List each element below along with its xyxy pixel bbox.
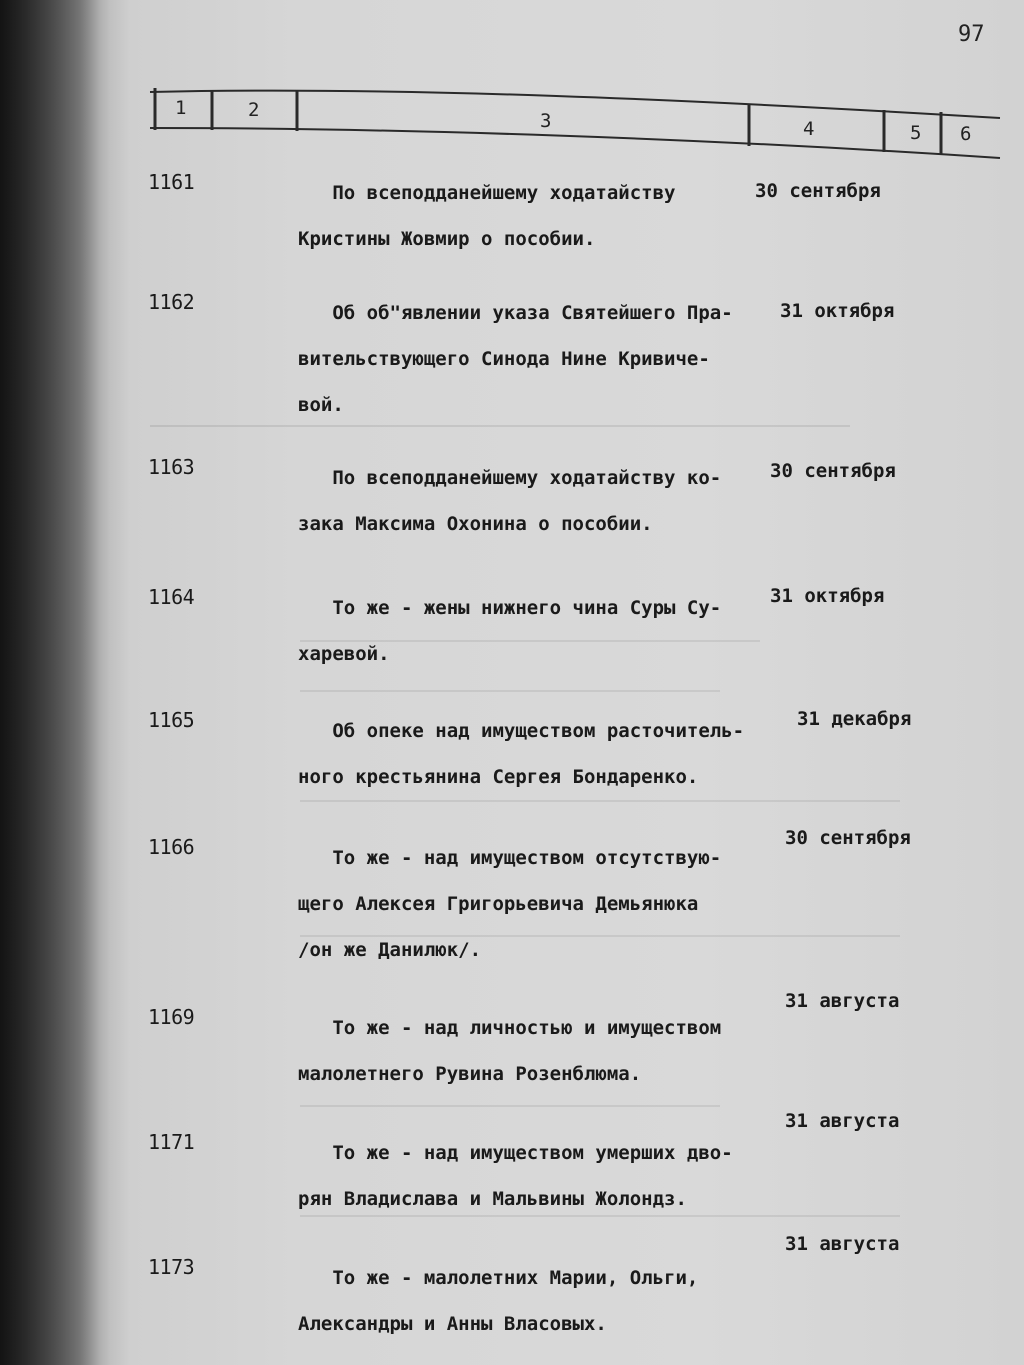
bleed-through-mark bbox=[300, 690, 720, 706]
entry-number: 1171 bbox=[148, 1130, 195, 1154]
bleed-through-mark bbox=[300, 800, 900, 816]
column-number: 1 bbox=[175, 97, 187, 119]
entry-description bbox=[298, 835, 768, 973]
entry-line: ного крестьянина Сергея Бондаренко. bbox=[298, 766, 699, 788]
entry-line: То же - над личностью и имуществом bbox=[298, 1017, 722, 1039]
entry-description bbox=[298, 1255, 768, 1347]
entry-line: вительствующего Синода Нине Кривиче- bbox=[298, 348, 710, 370]
entry-number: 1166 bbox=[148, 835, 195, 859]
entry-line: По всеподданейшему ходатайству bbox=[298, 182, 676, 204]
entry-number: 1173 bbox=[148, 1255, 195, 1279]
entry-description bbox=[298, 170, 768, 262]
entry-line: То же - жены нижнего чина Суры Су- bbox=[298, 597, 722, 619]
entry-date: 31 декабря bbox=[797, 708, 912, 730]
column-header-lines bbox=[0, 0, 1024, 170]
column-number: 3 bbox=[540, 110, 552, 132]
entry-date: 30 сентября bbox=[770, 460, 896, 482]
entry-description bbox=[298, 708, 768, 800]
entry-date: 31 октября bbox=[770, 585, 885, 607]
entry-number: 1161 bbox=[148, 170, 195, 194]
entry-number: 1165 bbox=[148, 708, 195, 732]
entry-date: 31 августа bbox=[785, 1233, 900, 1255]
column-number: 4 bbox=[803, 118, 815, 140]
entry-date: 30 сентября bbox=[785, 827, 911, 849]
entry-line: То же - над имуществом отсутствую- bbox=[298, 847, 722, 869]
entry-description bbox=[298, 1130, 768, 1222]
entry-line: малолетнего Рувина Розенблюма. bbox=[298, 1063, 642, 1085]
column-number: 5 bbox=[910, 122, 922, 144]
entry-line: Кристины Жовмир о пособии. bbox=[298, 228, 596, 250]
column-number: 6 bbox=[960, 123, 972, 145]
entry-line: харевой. bbox=[298, 643, 390, 665]
entry-description bbox=[298, 585, 768, 677]
entry-line: зака Максима Охонина о пособии. bbox=[298, 513, 653, 535]
entry-line: Об опеке над имуществом расточитель- bbox=[298, 720, 745, 742]
entry-line: То же - над имуществом умерших дво- bbox=[298, 1142, 733, 1164]
entry-number: 1164 bbox=[148, 585, 195, 609]
entry-number: 1162 bbox=[148, 290, 195, 314]
page-number: 97 bbox=[958, 22, 985, 47]
entry-line: То же - малолетних Марии, Ольги, bbox=[298, 1267, 699, 1289]
column-number: 2 bbox=[248, 99, 260, 121]
bleed-through-mark bbox=[300, 1105, 720, 1121]
entry-description bbox=[298, 455, 768, 547]
entry-line: вой. bbox=[298, 394, 344, 416]
column-header bbox=[0, 0, 1024, 170]
binding-shadow bbox=[0, 0, 110, 1365]
entry-line: Александры и Анны Власовых. bbox=[298, 1313, 607, 1335]
entry-description bbox=[298, 1005, 768, 1097]
entry-date: 31 октября bbox=[780, 300, 895, 322]
entry-line: щего Алексея Григорьевича Демьянюка bbox=[298, 893, 699, 915]
entry-date: 31 августа bbox=[785, 990, 900, 1012]
entry-date: 30 сентября bbox=[755, 180, 881, 202]
entry-date: 31 августа bbox=[785, 1110, 900, 1132]
entry-line: /он же Данилюк/. bbox=[298, 939, 482, 961]
entry-number: 1169 bbox=[148, 1005, 195, 1029]
entry-line: По всеподданейшему ходатайству ко- bbox=[298, 467, 722, 489]
entry-line: рян Владислава и Мальвины Жолондз. bbox=[298, 1188, 687, 1210]
entry-number: 1163 bbox=[148, 455, 195, 479]
entry-line: Об об"явлении указа Святейшего Пра- bbox=[298, 302, 733, 324]
entry-description bbox=[298, 290, 768, 428]
